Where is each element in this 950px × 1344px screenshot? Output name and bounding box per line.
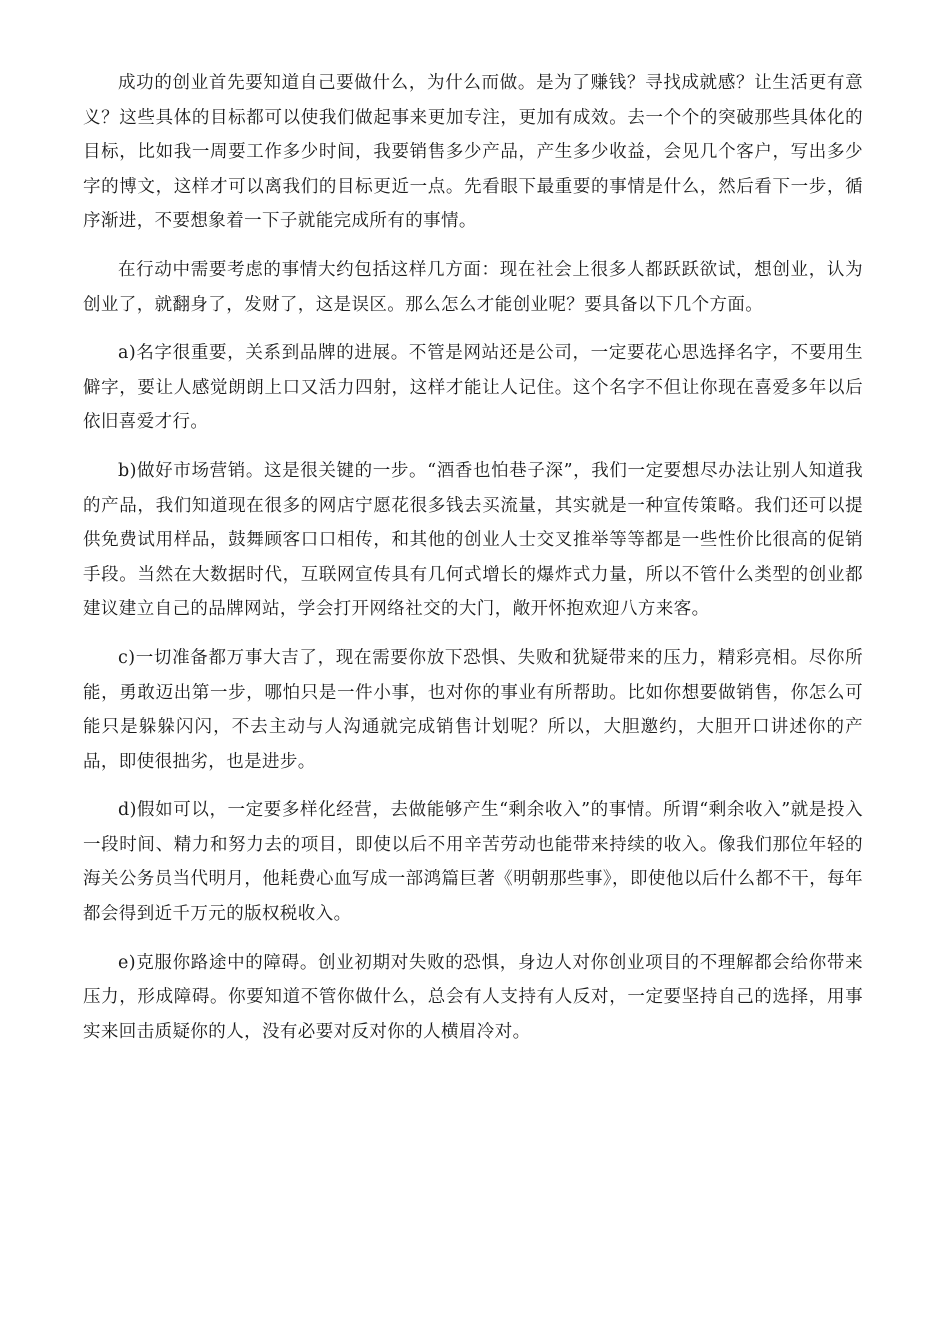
document-body (83, 66, 863, 1063)
paragraph-e-obstacles: e)克服你路途中的障碍。创业初期对失败的恐惧，身边人对你创业项目的不理解都会给你带来压力，形成障碍。你要知道不管你做什么，总会有人支持有人反对，一定要坚持自己的选择，用事实来回击质疑你的人，没有必要对反对你的人横眉冷对。 (83, 952, 863, 1042)
paragraph-considerations: 在行动中需要考虑的事情大约包括这样几方面：现在社会上很多人都跃跃欲试，想创业，认为创业了，就翻身了，发财了，这是误区。那么怎么才能创业呢？要具备以下几个方面。 (83, 259, 863, 315)
paragraph-b-marketing: b)做好市场营销。这是很关键的一步。“酒香也怕巷子深”，我们一定要想尽办法让别人知道我的产品，我们知道现在很多的网店宁愿花很多钱去买流量，其实就是一种宣传策略。我们还可以提供免费试用样品，鼓舞顾客口口相传，和其他的创业人士交叉推举等等都是一些性价比很高的促销手段。当然在大数据时代，互联网宣传具有几何式增长的爆炸式力量，所以不管什么类型的创业都建议建立自己的品牌网站，学会打开网络社交的大门，敞开怀抱欢迎八方来客。 (83, 460, 863, 620)
paragraph-intro: 成功的创业首先要知道自己要做什么，为什么而做。是为了赚钱？寻找成就感？让生活更有意义？这些具体的目标都可以使我们做起事来更加专注，更加有成效。去一个个的突破那些具体化的目标，比如我一周要工作多少时间，我要销售多少产品，产生多少收益，会见几个客户，写出多少字的博文，这样才可以离我们的目标更近一点。先看眼下最重要的事情是什么，然后看下一步，循序渐进，不要想象着一下子就能完成所有的事情。 (83, 73, 863, 232)
paragraph-c-first-step: c)一切准备都万事大吉了，现在需要你放下恐惧、失败和犹疑带来的压力，精彩亮相。尽你所能，勇敢迈出第一步，哪怕只是一件小事，也对你的事业有所帮助。比如你想要做销售，你怎么可能只是躲躲闪闪，不去主动与人沟通就完成销售计划呢？所以，大胆邀约，大胆开口讲述你的产品，即使很拙劣，也是进步。 (83, 647, 863, 772)
paragraph-d-residual-income: d)假如可以，一定要多样化经营，去做能够产生“剩余收入”的事情。所谓“剩余收入”就是投入一段时间、精力和努力去的项目，即使以后不用辛苦劳动也能带来持续的收入。像我们那位年轻的海关公务员当代明月，他耗费心血写成一部鸿篇巨著《明朝那些事》，即使他以后什么都不干，每年都会得到近千万元的版权税收入。 (83, 800, 863, 925)
paragraph-a-name: a)名字很重要，关系到品牌的进展。不管是网站还是公司，一定要花心思选择名字，不要用生僻字，要让人感觉朗朗上口又活力四射，这样才能让人记住。这个名字不但让你现在喜爱多年以后依旧喜爱才行。 (83, 343, 863, 433)
